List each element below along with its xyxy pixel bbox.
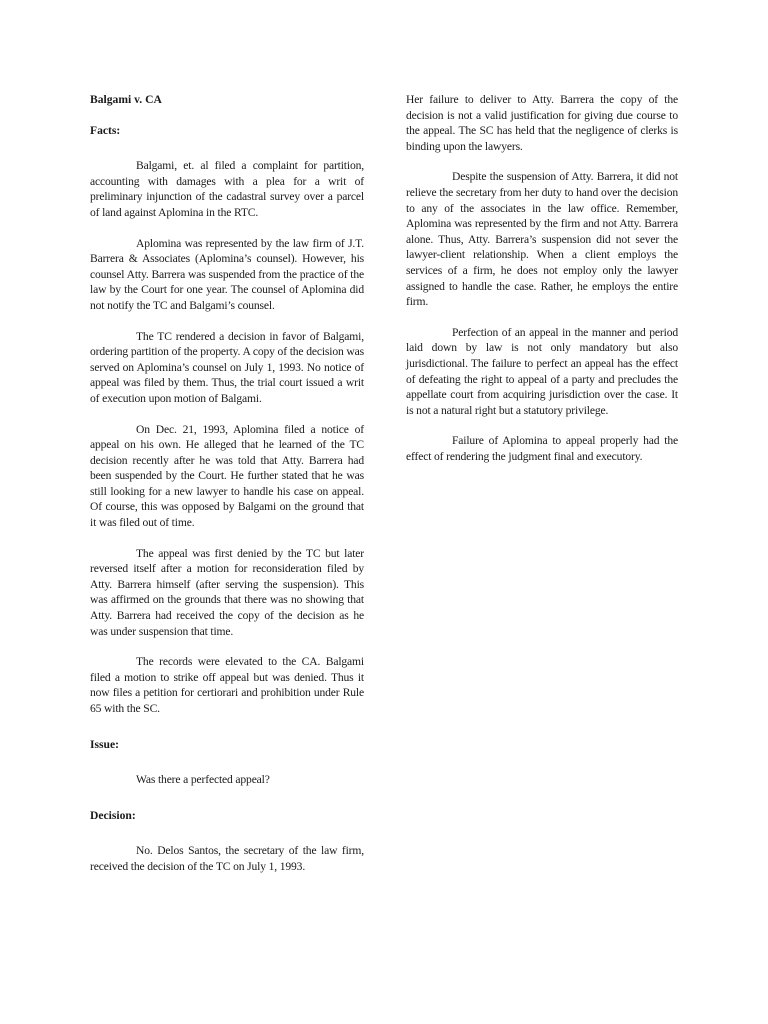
decision-paragraph-5: Failure of Aplomina to appeal properly had the effect of rendering the judgment final and executory. xyxy=(406,434,678,463)
facts-paragraph-3: The TC rendered a decision in favor of Balgami, ordering partition of the property. A copy of the decision was served on Aplomina’s counsel on July 1, 1993. No notice of appeal was filed by them. Thus, the trial court issued a writ of execution upon motion of Balgami. xyxy=(90,329,364,405)
decision-paragraph-1: No. Delos Santos, the secretary of the law firm, received the decision of the TC on July 1, 1993. xyxy=(90,844,364,873)
decision-paragraph-3: Despite the suspension of Atty. Barrera, it did not relieve the secretary from her duty to hand over the decision to any of the associates in the law office. Remember, Aplomina was represented by the firm and not Atty. Barrera alone. Thus, Atty. Barrera’s suspension did not sever the lawyer-client relationship. When a client employs the services of a firm, he does not employ only the lawyer assigned to handle the case. Rather, he employs the entire firm. xyxy=(406,170,678,309)
decision-heading: Decision: xyxy=(90,808,136,822)
facts-paragraph-4: On Dec. 21, 1993, Aplomina filed a notice of appeal on his own. He alleged that he learned of the TC decision recently after he was told that Atty. Barrera had been suspended by the Court. He further stated that he was still looking for a new lawyer to handle his case on appeal. Of course, this was opposed by Balgami on the ground that it was filed out of time. xyxy=(90,422,364,530)
right-column xyxy=(406,92,678,464)
case-title: Balgami v. CA xyxy=(90,93,162,106)
facts-heading: Facts: xyxy=(90,123,121,137)
facts-paragraph-6: The records were elevated to the CA. Balgami filed a motion to strike off appeal but was denied. Thus it now files a petition for certiorari and prohibition under Rule 65 with the SC. xyxy=(90,655,364,715)
decision-paragraph-2: Her failure to deliver to Atty. Barrera the copy of the decision is not a valid justification for giving due course to the appeal. The SC has held that the negligence of clerks is binding upon the lawyers. xyxy=(406,93,678,153)
issue-question: Was there a perfected appeal? xyxy=(136,773,270,787)
facts-paragraph-1: Balgami, et. al filed a complaint for partition, accounting with damages with a plea for a writ of preliminary injunction of the cadastral survey over a parcel of land against Aplomina in the RTC. xyxy=(90,159,364,219)
decision-paragraph-4: Perfection of an appeal in the manner and period laid down by law is not only mandatory but also jurisdictional. The failure to perfect an appeal has the effect of defeating the right to appeal of a party and precludes the appellate court from acquiring jurisdiction over the case. It is not a natural right but a statutory privilege. xyxy=(406,325,678,417)
left-column xyxy=(90,92,364,875)
facts-paragraph-5: The appeal was first denied by the TC but later reversed itself after a motion for reconsideration filed by Atty. Barrera himself (after serving the suspension). This was affirmed on the grounds that there was no showing that Atty. Barrera had received the copy of the decision as he was under suspension that time. xyxy=(90,546,364,638)
issue-heading: Issue: xyxy=(90,737,119,751)
facts-paragraph-2: Aplomina was represented by the law firm of J.T. Barrera & Associates (Aplomina’s counsel). However, his counsel Atty. Barrera was suspended from the practice of the law by the Court for one year. The counsel of Aplomina did not notify the TC and Balgami’s counsel. xyxy=(90,236,364,312)
